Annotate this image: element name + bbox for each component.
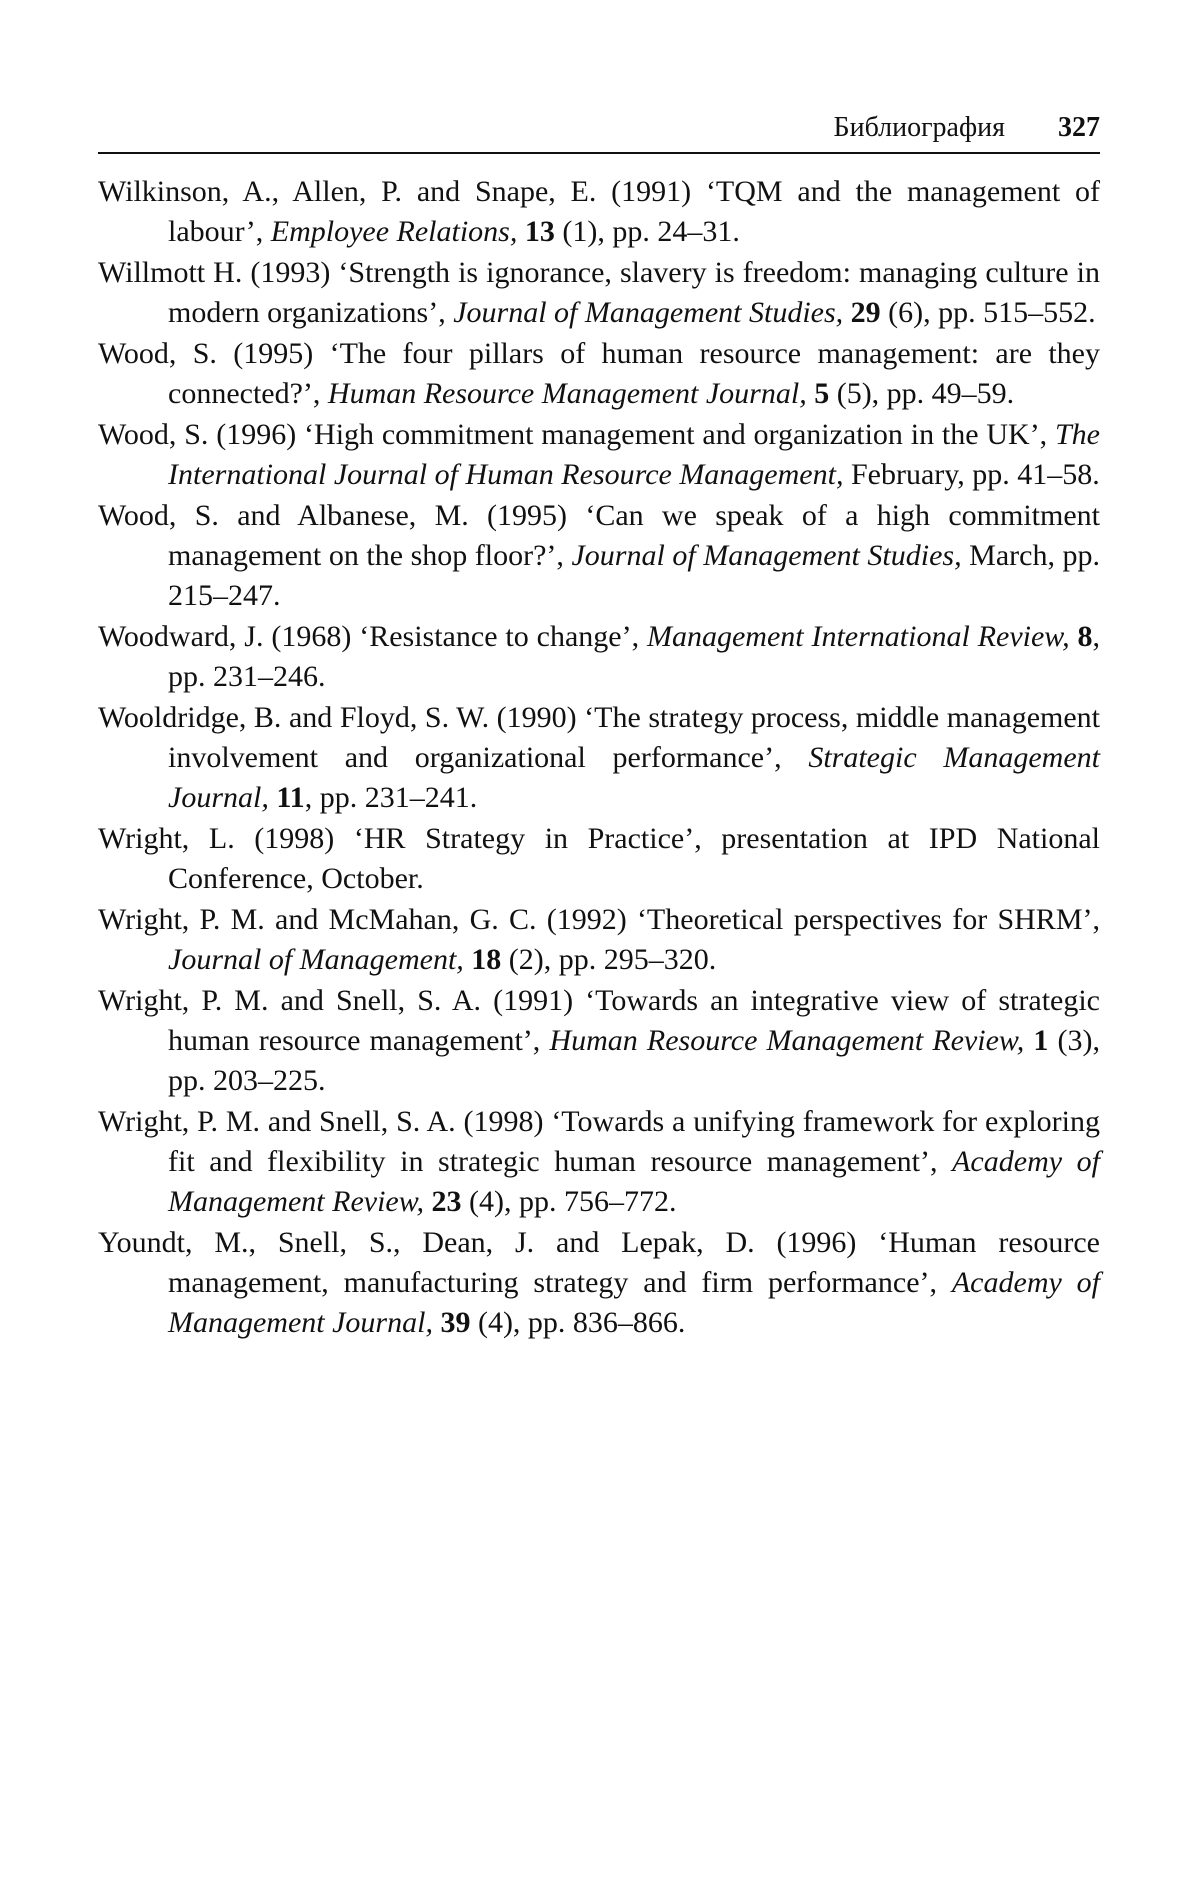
reference-list — [98, 172, 1100, 1344]
reference-volume: 5 — [814, 377, 830, 410]
reference-entry — [98, 172, 1100, 252]
reference-source: Journal of Management Studies, — [571, 539, 962, 572]
reference-text: Wright, P. M. and Snell, S. A. (1991) ‘Towards an integrative view of strategic human resource management’, — [98, 984, 1100, 1057]
reference-text: Wooldridge, B. and Floyd, S. W. (1990) ‘The strategy process, middle management involvement and organizational performance’, — [98, 701, 1100, 774]
reference-text: Wright, P. M. and Snell, S. A. (1998) ‘Towards a unifying framework for exploring fit and flexibility in strategic human resource management’, — [98, 1105, 1100, 1178]
reference-text: Wilkinson, A., Allen, P. and Snape, E. (1991) ‘TQM and the management of labour’, — [98, 175, 1100, 248]
reference-text: Wright, L. (1998) ‘HR Strategy in Practice’, presentation at IPD National Conference, October. — [98, 822, 1100, 895]
reference-volume: 29 — [850, 296, 881, 329]
reference-details: (3), pp. 203–225. — [168, 1024, 1100, 1097]
reference-text: Woodward, J. (1968) ‘Resistance to change’, — [98, 620, 647, 653]
reference-source: The International Journal of Human Resource Management, — [168, 418, 1100, 491]
reference-details: (6), pp. 515–552. — [880, 296, 1096, 329]
reference-entry — [98, 900, 1100, 980]
reference-details: February, pp. 41–58. — [843, 458, 1100, 491]
reference-entry — [98, 617, 1100, 697]
reference-volume: 23 — [431, 1185, 462, 1218]
running-header — [98, 112, 1100, 154]
reference-text: Wood, S. and Albanese, M. (1995) ‘Can we speak of a high commitment management on the shop floor?’, — [98, 499, 1100, 572]
reference-details: (1), pp. 24–31. — [554, 215, 740, 248]
reference-text: Wright, P. M. and McMahan, G. C. (1992) ‘Theoretical perspectives for SHRM’, — [98, 903, 1100, 936]
reference-entry — [98, 334, 1100, 414]
reference-volume: 13 — [524, 215, 555, 248]
reference-entry — [98, 496, 1100, 616]
reference-source: Employee Relations, — [270, 215, 518, 248]
reference-entry — [98, 698, 1100, 818]
reference-text: Youndt, M., Snell, S., Dean, J. and Lepak, D. (1996) ‘Human resource management, manufacturing strategy and firm performance’, — [98, 1226, 1100, 1299]
reference-entry — [98, 981, 1100, 1101]
reference-volume: 8 — [1077, 620, 1093, 653]
reference-entry — [98, 1102, 1100, 1222]
reference-source: Academy of Management Journal, — [168, 1266, 1100, 1339]
reference-source: Human Resource Management Journal, — [327, 377, 807, 410]
reference-source: Strategic Management Journal, — [168, 741, 1100, 814]
reference-entry — [98, 819, 1100, 899]
running-title: Библиография — [833, 112, 1005, 143]
reference-source: Academy of Management Review, — [168, 1145, 1100, 1218]
reference-source: Journal of Management, — [168, 943, 464, 976]
reference-volume: 11 — [276, 781, 305, 814]
reference-details: (2), pp. 295–320. — [501, 943, 717, 976]
reference-entry — [98, 415, 1100, 495]
reference-details: , pp. 231–246. — [168, 620, 1100, 693]
reference-text: Wood, S. (1995) ‘The four pillars of human resource management: are they connected?’, — [98, 337, 1100, 410]
reference-volume: 1 — [1033, 1024, 1049, 1057]
reference-details: March, pp. 215–247. — [168, 539, 1100, 612]
reference-details: (4), pp. 836–866. — [470, 1306, 686, 1339]
reference-volume: 39 — [440, 1306, 471, 1339]
reference-source: Journal of Management Studies, — [453, 296, 844, 329]
page-number: 327 — [1058, 112, 1100, 143]
reference-details: (4), pp. 756–772. — [461, 1185, 677, 1218]
reference-volume: 18 — [471, 943, 502, 976]
reference-source: Human Resource Management Review, — [549, 1024, 1025, 1057]
reference-details: , pp. 231–241. — [304, 781, 478, 814]
reference-entry — [98, 1223, 1100, 1343]
reference-entry — [98, 253, 1100, 333]
reference-text: Wood, S. (1996) ‘High commitment management and organization in the UK’, — [98, 418, 1055, 451]
reference-text: Willmott H. (1993) ‘Strength is ignorance, slavery is freedom: managing culture in modern organizations’, — [98, 256, 1100, 329]
reference-details: (5), pp. 49–59. — [829, 377, 1015, 410]
reference-source: Management International Review, — [646, 620, 1070, 653]
